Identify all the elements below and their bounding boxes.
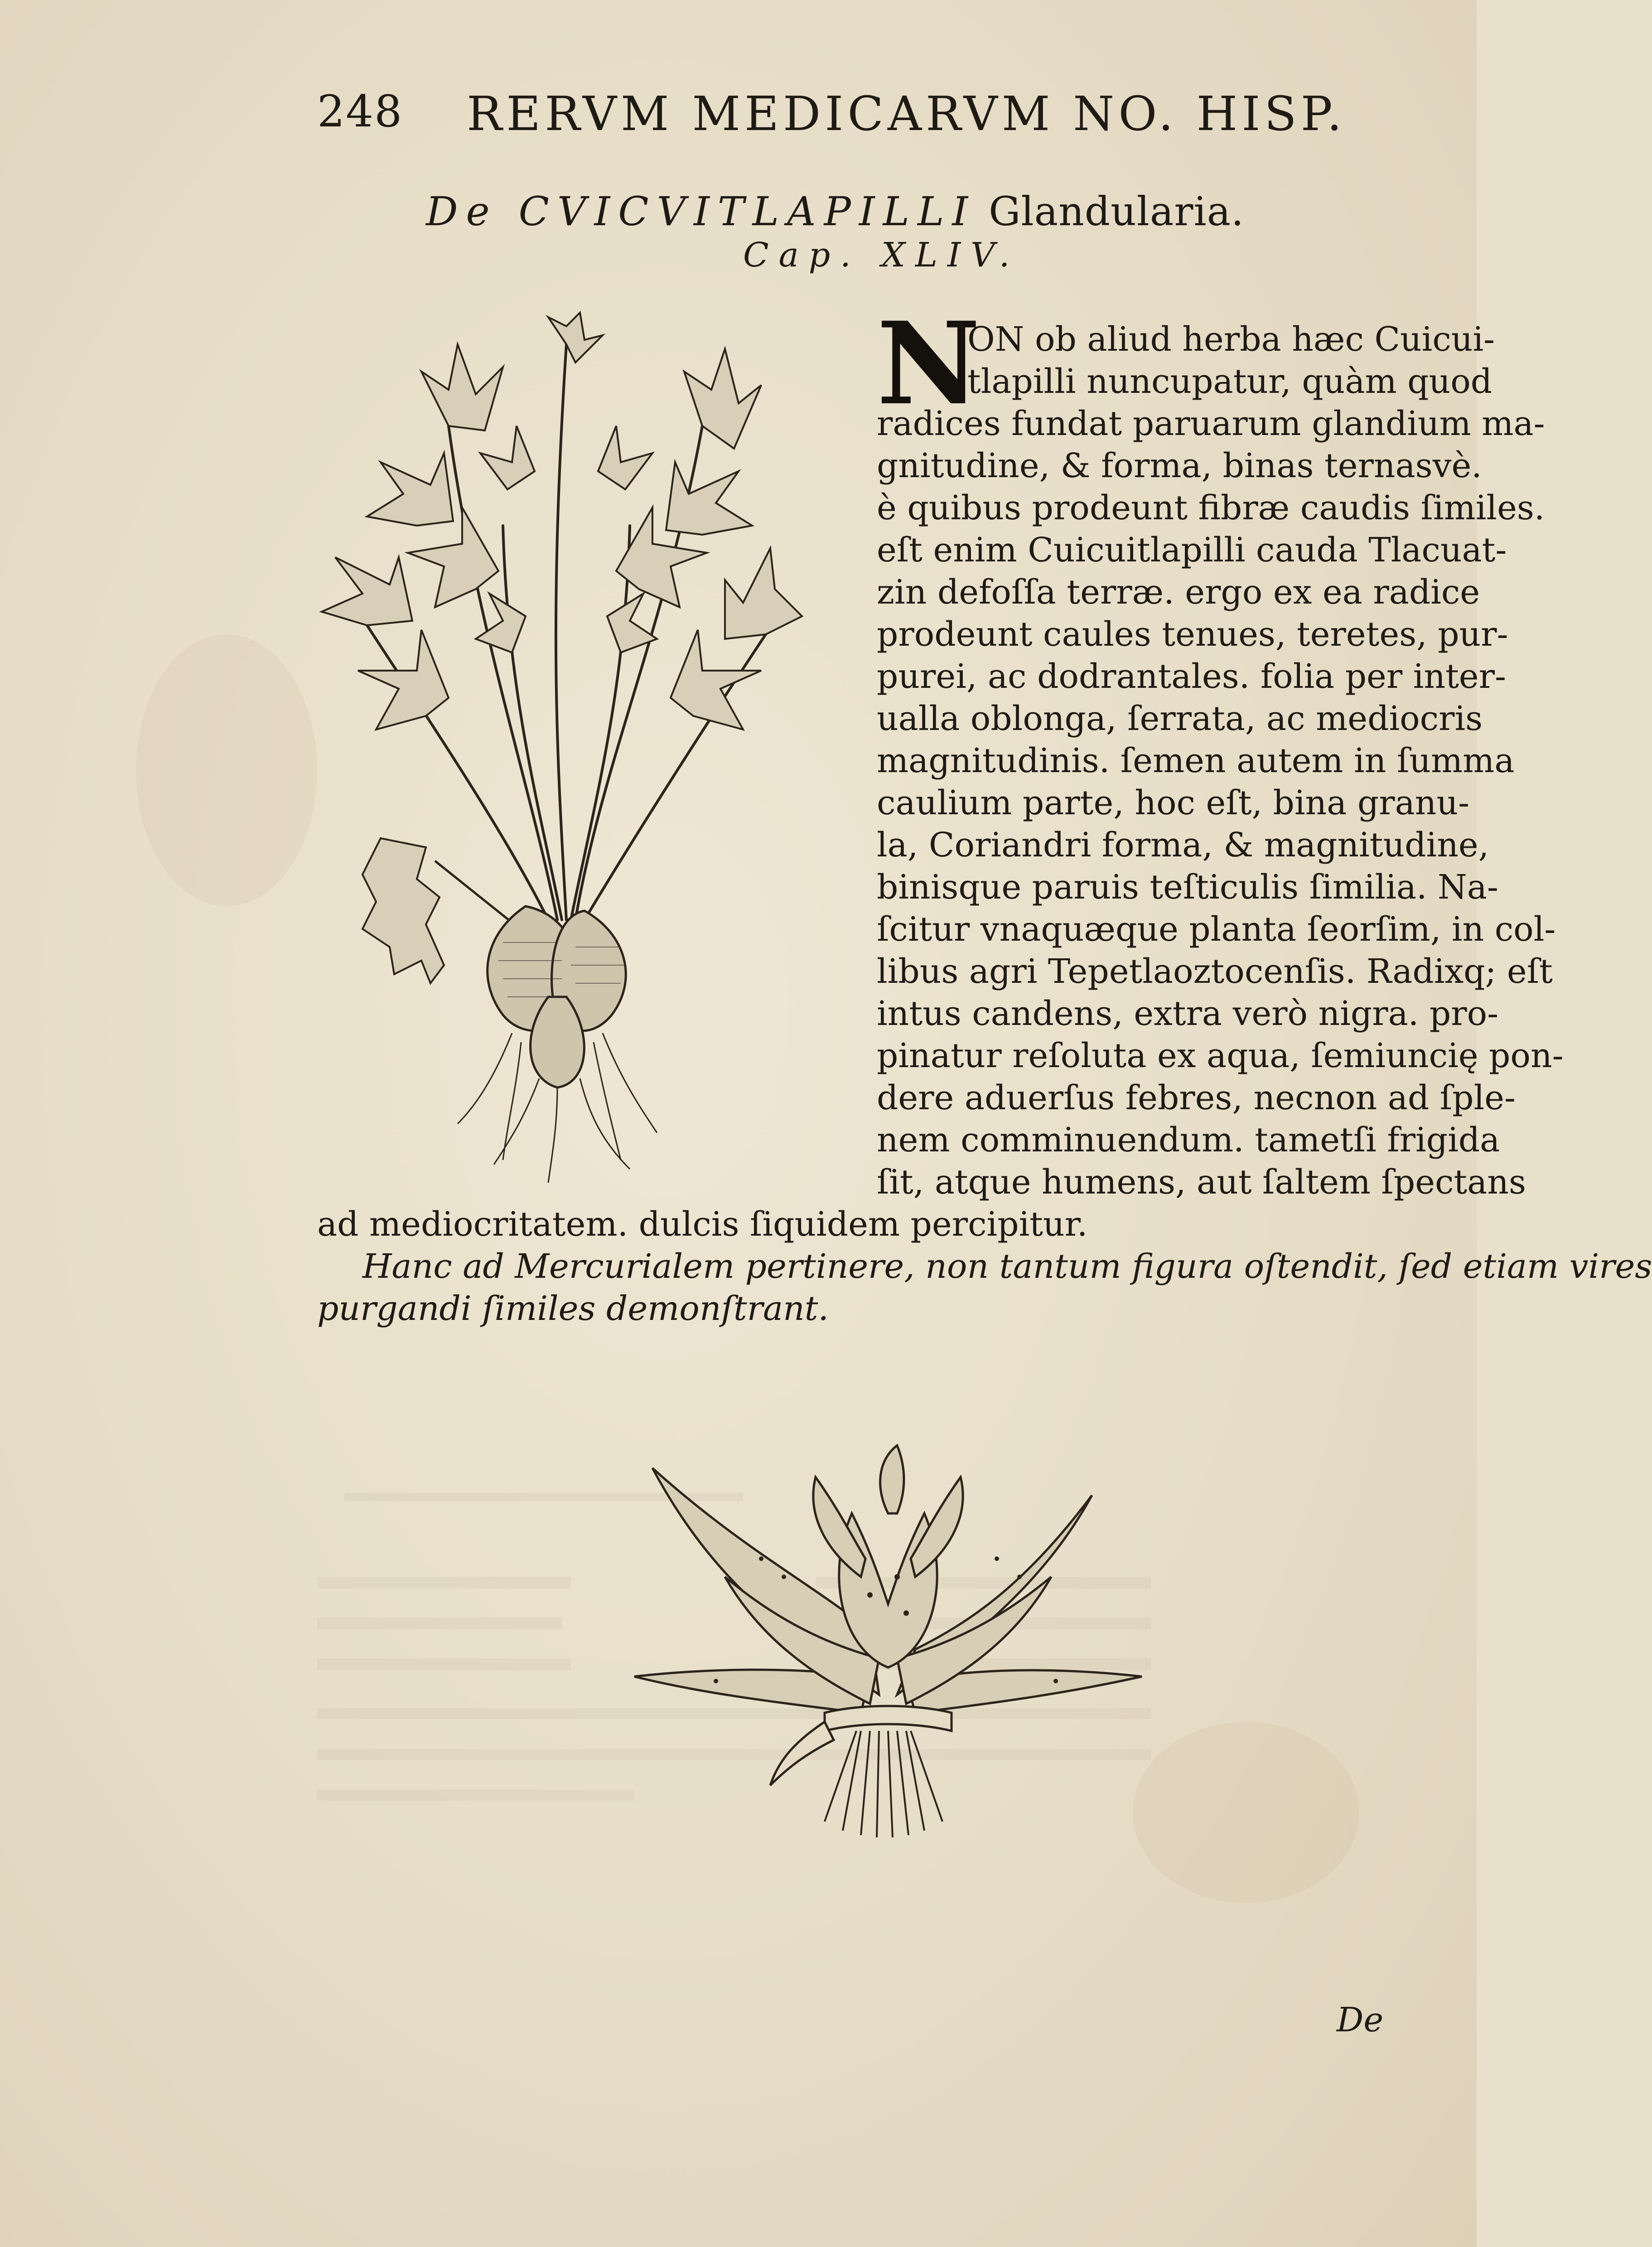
body-line: ſit, atque humens, aut ſaltem ſpectans — [877, 1163, 1526, 1202]
plant-illustration-bulb — [625, 1441, 1146, 1840]
body-line: è quibus prodeunt fibræ caudis ſimiles. — [877, 488, 1545, 527]
chapter-title-italic: De CVICVITLAPILLI — [426, 188, 976, 235]
body-line: pinatur reſoluta ex aqua, ſemiuncię pon- — [877, 1036, 1564, 1075]
body-line: dere aduerſus febres, necnon ad ſple- — [877, 1078, 1516, 1117]
body-line: nem comminuendum. tametſi frigida — [877, 1121, 1500, 1160]
body-line: radices fundat paruarum glandium ma- — [877, 404, 1545, 443]
body-line: libus agri Tepetlaoztocenſis. Radixq; eſt — [877, 952, 1553, 991]
body-line: intus candens, extra verò nigra. pro- — [877, 994, 1499, 1033]
body-line: prodeunt caules tenues, teretes, pur- — [877, 615, 1508, 654]
body-line: binisque paruis teſticulis ſimilia. Na- — [877, 868, 1498, 907]
body-line: eſt enim Cuicuitlapilli cauda Tlacuat- — [877, 531, 1507, 570]
chapter-title-roman: Glandularia. — [989, 188, 1245, 235]
body-line-full: ad mediocritatem. dulcis ſiquidem percipitur. — [317, 1205, 1088, 1244]
body-line: ualla oblonga, ſerrata, ac mediocris — [877, 699, 1483, 738]
chapter-title — [426, 188, 1244, 235]
note-line: purgandi ſimiles demonſtrant. — [317, 1289, 829, 1328]
chapter-number: Cap. XLIV. — [743, 236, 1020, 275]
plant-illustration-cuicuitlapilli — [313, 308, 802, 1192]
page-number: 248 — [317, 86, 403, 137]
body-line: zin defoſſa terræ. ergo ex ea radice — [877, 573, 1480, 612]
catchword: De — [1337, 2001, 1384, 2039]
paper-stain — [1133, 1722, 1359, 1903]
drop-cap: N — [877, 297, 981, 430]
body-line: tlapilli nuncupatur, quàm quod — [967, 362, 1493, 401]
paper-stain — [136, 634, 317, 906]
body-line: caulium parte, hoc eſt, bina granu- — [877, 783, 1470, 822]
body-line: magnitudinis. ſemen autem in ſumma — [877, 741, 1515, 780]
running-head — [317, 86, 1359, 150]
body-line: purei, ac dodrantales. folia per inter- — [877, 657, 1506, 696]
running-title: RERVM MEDICARVM NO. HISP. — [467, 86, 1346, 141]
body-line: la, Coriandri forma, & magnitudine, — [877, 826, 1489, 865]
body-line: ON ob aliud herba hæc Cuicui- — [967, 320, 1495, 359]
body-line: gnitudine, & forma, binas ternasvè. — [877, 446, 1482, 485]
note-line: Hanc ad Mercurialem pertinere, non tantum figura oſtendit, ſed etiam vires — [362, 1247, 1652, 1286]
body-line: ſcitur vnaquæque planta ſeorſim, in col- — [877, 910, 1556, 949]
